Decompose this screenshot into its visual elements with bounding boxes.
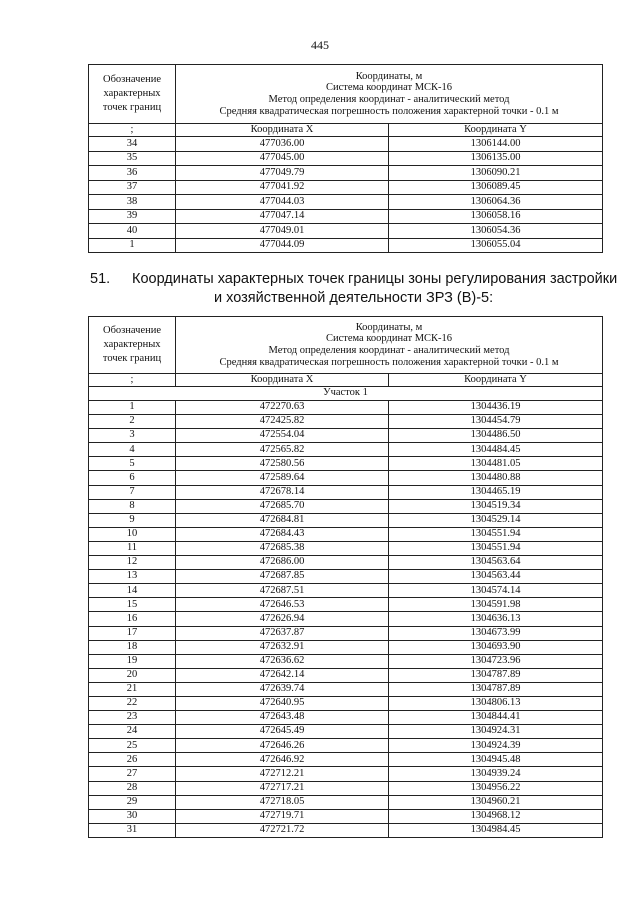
point-number-cell: 6 — [89, 471, 176, 485]
coordinate-x-cell: 472645.49 — [176, 725, 389, 739]
coordinate-y-cell: 1304844.41 — [389, 711, 603, 725]
table-row — [89, 753, 603, 767]
table-row — [89, 795, 603, 809]
coordinate-x-cell: 472637.87 — [176, 626, 389, 640]
coordinate-y-cell: 1306135.00 — [389, 151, 603, 166]
table-row — [89, 527, 603, 541]
subheader-y: Координата Y — [389, 374, 603, 387]
coordinate-x-cell: 472639.74 — [176, 682, 389, 696]
point-number-cell: 12 — [89, 556, 176, 570]
table-row — [89, 151, 603, 166]
point-number-cell: 36 — [89, 166, 176, 181]
point-number-cell: 4 — [89, 443, 176, 457]
coordinate-x-cell: 477041.92 — [176, 180, 389, 195]
table-header-row — [89, 65, 603, 124]
coordinates-table-continued — [88, 64, 603, 253]
subheader-point: ; — [89, 124, 176, 137]
table-row — [89, 471, 603, 485]
table-header-row — [89, 317, 603, 374]
section-title-line-1: Координаты характерных точек границы зоны регулирования застройки — [132, 271, 618, 287]
coordinate-x-cell: 472640.95 — [176, 696, 389, 710]
coordinate-x-cell: 472646.53 — [176, 598, 389, 612]
point-number-cell: 22 — [89, 696, 176, 710]
table-row — [89, 654, 603, 668]
table-row — [89, 682, 603, 696]
coordinate-x-cell: 472686.00 — [176, 556, 389, 570]
coordinate-y-cell: 1304945.48 — [389, 753, 603, 767]
coordinate-y-cell: 1304693.90 — [389, 640, 603, 654]
coordinate-x-cell: 477049.79 — [176, 166, 389, 181]
coordinate-y-cell: 1304529.14 — [389, 513, 603, 527]
coordinate-x-cell: 472684.81 — [176, 513, 389, 527]
coordinate-y-cell: 1304591.98 — [389, 598, 603, 612]
point-number-cell: 3 — [89, 429, 176, 443]
coordinate-y-cell: 1304484.45 — [389, 443, 603, 457]
coordinate-x-cell: 472580.56 — [176, 457, 389, 471]
table-row — [89, 238, 603, 253]
table-row — [89, 209, 603, 224]
table-row — [89, 626, 603, 640]
table-row — [89, 541, 603, 555]
table-row — [89, 415, 603, 429]
coordinate-x-cell: 472632.91 — [176, 640, 389, 654]
coordinate-y-cell: 1304481.05 — [389, 457, 603, 471]
coordinate-x-cell: 472565.82 — [176, 443, 389, 457]
coordinate-y-cell: 1304960.21 — [389, 795, 603, 809]
coordinate-y-cell: 1304551.94 — [389, 541, 603, 555]
point-number-cell: 29 — [89, 795, 176, 809]
coordinate-x-cell: 472626.94 — [176, 612, 389, 626]
table-row — [89, 781, 603, 795]
coordinate-y-cell: 1304636.13 — [389, 612, 603, 626]
table-row — [89, 513, 603, 527]
coordinate-y-cell: 1304563.64 — [389, 556, 603, 570]
coordinate-y-cell: 1304519.34 — [389, 499, 603, 513]
column-subheader-row — [89, 124, 603, 137]
point-number-cell: 28 — [89, 781, 176, 795]
coordinate-x-cell: 472687.51 — [176, 584, 389, 598]
table-row — [89, 180, 603, 195]
plot-section-row — [89, 387, 603, 401]
point-number-cell: 8 — [89, 499, 176, 513]
point-number-cell: 18 — [89, 640, 176, 654]
point-number-cell: 7 — [89, 485, 176, 499]
coordinate-y-cell: 1304436.19 — [389, 401, 603, 415]
subheader-x: Координата X — [176, 124, 389, 137]
coordinate-y-cell: 1304486.50 — [389, 429, 603, 443]
coordinate-x-cell: 472589.64 — [176, 471, 389, 485]
coordinate-x-cell: 472687.85 — [176, 570, 389, 584]
table-row — [89, 443, 603, 457]
coordinate-y-cell: 1304939.24 — [389, 767, 603, 781]
point-number-cell: 11 — [89, 541, 176, 555]
table-row — [89, 809, 603, 823]
point-number-cell: 27 — [89, 767, 176, 781]
table-row — [89, 137, 603, 152]
point-designation-header: Обозначение характерных точек границ — [89, 65, 176, 124]
table-row — [89, 612, 603, 626]
point-number-cell: 37 — [89, 180, 176, 195]
table-row — [89, 429, 603, 443]
coordinate-x-cell: 472684.43 — [176, 527, 389, 541]
point-designation-header: Обозначение характерных точек границ — [89, 317, 176, 374]
plot-section-label: Участок 1 — [89, 387, 603, 401]
table-row — [89, 823, 603, 837]
point-number-cell: 26 — [89, 753, 176, 767]
coordinate-y-cell: 1306090.21 — [389, 166, 603, 181]
point-number-cell: 25 — [89, 739, 176, 753]
coordinate-x-cell: 472636.62 — [176, 654, 389, 668]
coordinate-y-cell: 1304563.44 — [389, 570, 603, 584]
point-number-cell: 40 — [89, 224, 176, 239]
coordinate-y-cell: 1306144.00 — [389, 137, 603, 152]
point-number-cell: 17 — [89, 626, 176, 640]
coordinate-y-cell: 1304480.88 — [389, 471, 603, 485]
coordinate-y-cell: 1306054.36 — [389, 224, 603, 239]
table-row — [89, 556, 603, 570]
point-number-cell: 15 — [89, 598, 176, 612]
coordinate-y-cell: 1304574.14 — [389, 584, 603, 598]
table-row — [89, 739, 603, 753]
table-row — [89, 195, 603, 210]
coordinate-y-cell: 1304551.94 — [389, 527, 603, 541]
table-row — [89, 725, 603, 739]
coordinate-y-cell: 1306055.04 — [389, 238, 603, 253]
point-number-cell: 38 — [89, 195, 176, 210]
table-row — [89, 401, 603, 415]
table-row — [89, 570, 603, 584]
point-number-cell: 2 — [89, 415, 176, 429]
coordinates-header: Координаты, м Система координат МСК-16 Метод определения координат - аналитический метод Средняя квадратическая погрешность положения характерной точки - 0.1 м — [176, 65, 603, 124]
coordinate-x-cell: 472721.72 — [176, 823, 389, 837]
point-number-cell: 31 — [89, 823, 176, 837]
point-number-cell: 20 — [89, 668, 176, 682]
coordinate-x-cell: 472712.21 — [176, 767, 389, 781]
coordinate-x-cell: 472678.14 — [176, 485, 389, 499]
coordinate-x-cell: 472719.71 — [176, 809, 389, 823]
point-number-cell: 24 — [89, 725, 176, 739]
coordinate-x-cell: 472718.05 — [176, 795, 389, 809]
point-number-cell: 30 — [89, 809, 176, 823]
coordinate-x-cell: 477047.14 — [176, 209, 389, 224]
coordinate-y-cell: 1306089.45 — [389, 180, 603, 195]
table-row — [89, 166, 603, 181]
coordinate-y-cell: 1306058.16 — [389, 209, 603, 224]
point-number-cell: 19 — [89, 654, 176, 668]
point-number-cell: 5 — [89, 457, 176, 471]
coordinate-x-cell: 472717.21 — [176, 781, 389, 795]
table-row — [89, 485, 603, 499]
coordinate-x-cell: 477036.00 — [176, 137, 389, 152]
coordinate-y-cell: 1304924.39 — [389, 739, 603, 753]
coordinate-x-cell: 477049.01 — [176, 224, 389, 239]
coordinate-y-cell: 1304806.13 — [389, 696, 603, 710]
coordinate-y-cell: 1304984.45 — [389, 823, 603, 837]
coordinate-x-cell: 472642.14 — [176, 668, 389, 682]
coordinate-x-cell: 477045.00 — [176, 151, 389, 166]
point-number-cell: 34 — [89, 137, 176, 152]
table-row — [89, 668, 603, 682]
point-number-cell: 14 — [89, 584, 176, 598]
table-row — [89, 598, 603, 612]
coordinate-x-cell: 472554.04 — [176, 429, 389, 443]
coordinate-x-cell: 472646.92 — [176, 753, 389, 767]
coordinate-y-cell: 1304454.79 — [389, 415, 603, 429]
coordinate-x-cell: 477044.03 — [176, 195, 389, 210]
point-number-cell: 1 — [89, 238, 176, 253]
coordinate-y-cell: 1304924.31 — [389, 725, 603, 739]
point-number-cell: 23 — [89, 711, 176, 725]
coordinate-x-cell: 472685.38 — [176, 541, 389, 555]
coordinate-y-cell: 1304787.89 — [389, 682, 603, 696]
coordinate-y-cell: 1304787.89 — [389, 668, 603, 682]
table-row — [89, 711, 603, 725]
coordinate-y-cell: 1304465.19 — [389, 485, 603, 499]
point-number-cell: 39 — [89, 209, 176, 224]
coordinate-y-cell: 1304956.22 — [389, 781, 603, 795]
subheader-y: Координата Y — [389, 124, 603, 137]
table-row — [89, 767, 603, 781]
table-row — [89, 224, 603, 239]
coordinate-y-cell: 1304723.96 — [389, 654, 603, 668]
column-subheader-row — [89, 374, 603, 387]
point-number-cell: 9 — [89, 513, 176, 527]
subheader-x: Координата X — [176, 374, 389, 387]
coordinate-y-cell: 1306064.36 — [389, 195, 603, 210]
coordinate-y-cell: 1304968.12 — [389, 809, 603, 823]
point-number-cell: 1 — [89, 401, 176, 415]
coordinate-x-cell: 472646.26 — [176, 739, 389, 753]
section-number: 51. — [90, 271, 111, 287]
table-row — [89, 499, 603, 513]
table-row — [89, 640, 603, 654]
point-number-cell: 35 — [89, 151, 176, 166]
coordinate-x-cell: 472425.82 — [176, 415, 389, 429]
point-number-cell: 21 — [89, 682, 176, 696]
coordinates-header: Координаты, м Система координат МСК-16 Метод определения координат - аналитический метод Средняя квадратическая погрешность положения характерной точки - 0.1 м — [176, 317, 603, 374]
table-row — [89, 584, 603, 598]
point-number-cell: 16 — [89, 612, 176, 626]
point-number-cell: 13 — [89, 570, 176, 584]
coordinates-table-zrz-v5 — [88, 316, 603, 838]
coordinate-y-cell: 1304673.99 — [389, 626, 603, 640]
table-row — [89, 696, 603, 710]
subheader-point: ; — [89, 374, 176, 387]
coordinate-x-cell: 472270.63 — [176, 401, 389, 415]
point-number-cell: 10 — [89, 527, 176, 541]
table-row — [89, 457, 603, 471]
coordinate-x-cell: 477044.09 — [176, 238, 389, 253]
page-number: 445 — [311, 38, 329, 52]
coordinate-x-cell: 472685.70 — [176, 499, 389, 513]
coordinate-x-cell: 472643.48 — [176, 711, 389, 725]
section-title-line-2: и хозяйственной деятельности ЗРЗ (В)-5: — [214, 290, 494, 306]
